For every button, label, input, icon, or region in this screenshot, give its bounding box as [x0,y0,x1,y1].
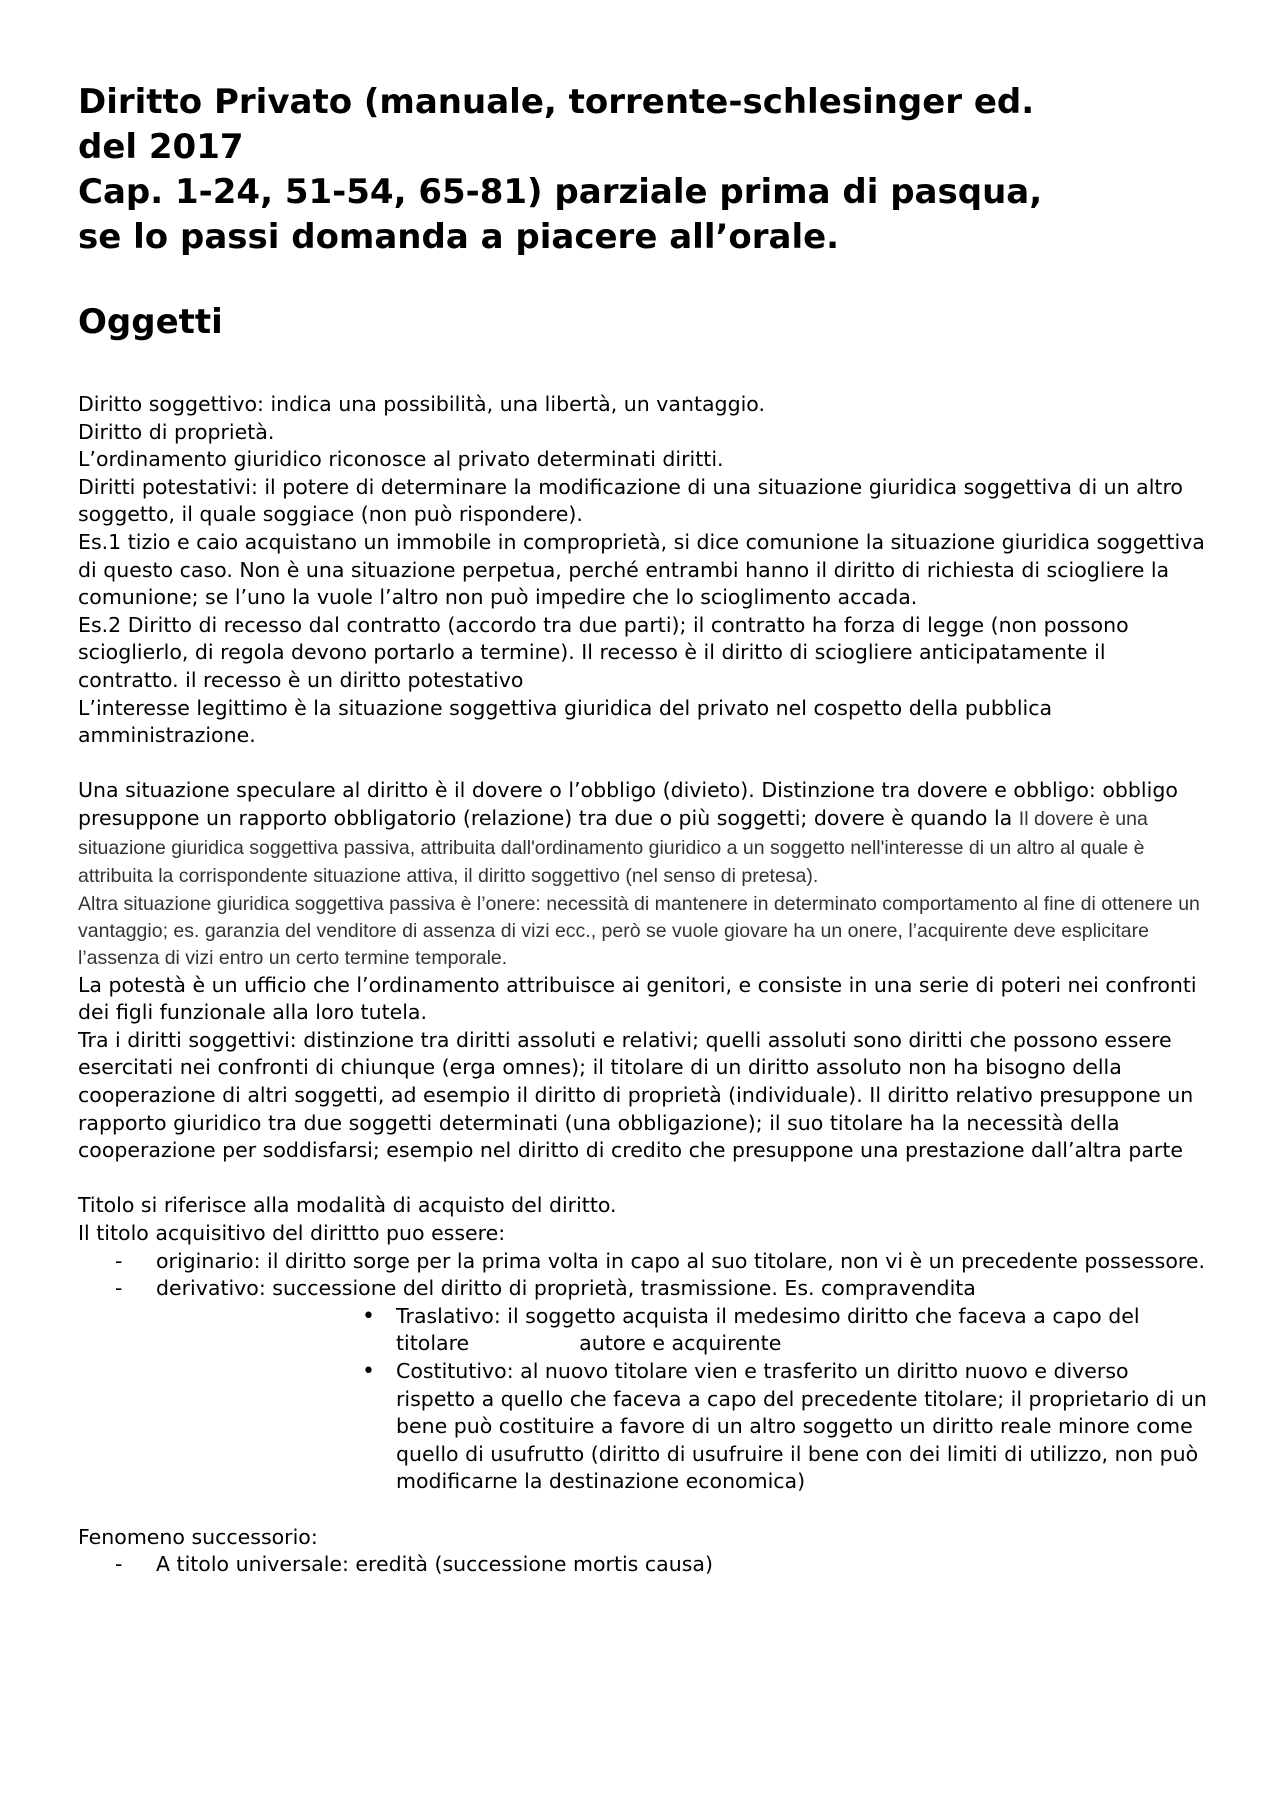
paragraph-onere: Altra situazione giuridica soggettiva passiva è l’onere: necessità di mantenere in determinato comportamento al fine di ottenere un vantaggio; es. garanzia del venditore di assenza di vizi ecc., però se vuole giovare ha un onere, l’acquirente deve esplicitare l’assenza di vizi entro un certo termine temporale. [78,892,1200,969]
paragraph: Diritto soggettivo: indica una possibilità, una libertà, un vantaggio. [78,392,765,416]
title-line: Cap. 1-24, 51-54, 65-81) parziale prima di pasqua, [78,172,1043,212]
paragraph-text: Una situazione speculare al diritto è il dovere o l’obbligo (divieto). Distinzione tra dovere e obbligo: obbligo presuppone un rapporto obbligatorio (relazione) tra due o più soggetti; dovere è quando la [78,778,1178,830]
paragraph: L’interesse legittimo è la situazione soggettiva giuridica del privato nel cospetto della pubblica amministrazione. [78,695,1053,748]
section-heading: Oggetti [78,302,223,342]
paragraph: Diritti potestativi: il potere di determinare la modificazione di una situazione giuridica soggettiva di un altro soggetto, il quale soggiace (non può rispondere). [78,474,1183,527]
list-item-costitutivo: • Costitutivo: al nuovo titolare vien e trasferito un diritto nuovo e diverso rispetto a quello che faceva a capo del precedente titolare; il proprietario di un bene può costituire a favore di un altro soggetto un diritto reale minore come quello di usufrutto (diritto di usufruire il bene con dei limiti di utilizzo, non può modificarne la destinazione economica) [396,1358,1208,1496]
title-line: se lo passi domanda a piacere all’orale. [78,217,840,257]
list-item: - derivativo: successione del diritto di proprietà, trasmissione. Es. compravendita [78,1275,1208,1303]
paragraph: L’ordinamento giuridico riconosce al privato determinati diritti. [78,447,724,472]
paragraph: Il titolo acquisitivo del dirittto puo essere: [78,1221,506,1246]
paragraph: Es.1 tizio e caio acquistano un immobile in comproprietà, si dice comunione la situazione giuridica soggettiva di questo caso. Non è una situazione perpetua, perché entrambi hanno il diritto di richiesta di sciogliere la comunione; se l’uno la vuole l’altro non può impedire che lo scioglimento accada. [78,529,1205,610]
paragraph: La potestà è un ufficio che l’ordinamento attribuisce ai genitori, e consiste in una serie di poteri nei confronti dei figli funzionale alla loro tutela. [78,972,1197,1025]
paragraph: Diritto di proprietà. [78,419,275,444]
paragraph: Es.2 Diritto di recesso dal contratto (accordo tra due parti); il contratto ha forza di legge (non possono scioglierlo, di regola devono portarlo a termine). Il recesso è il diritto di sciogliere anticipatamente il contratto. il recesso è un diritto potestativo [78,612,1129,692]
list-item-traslativo [396,1303,1208,1358]
title-line: Diritto Privato (manuale, torrente-schlesinger ed. [78,82,1035,122]
paragraph: Titolo si riferisce alla modalità di acquisto del diritto. [78,1193,617,1218]
succession-list [78,1551,1208,1579]
document-title [78,80,1208,260]
derivative-type-list [78,1303,1208,1496]
title-type-list [78,1248,1208,1303]
paragraph-heading: Fenomeno successorio: [78,1524,318,1549]
paragraph: Tra i diritti soggettivi: distinzione tra diritti assoluti e relativi; quelli assoluti sono diritti che possono essere esercitati nei confronti di chiunque (erga omnes); il titolare di un diritto assoluto non ha bisogno della cooperazione di altri soggetti, ad esempio il diritto di proprietà (individuale). Il diritto relativo presuppone un rapporto giuridico tra due soggetti determinati (una obbligazione); il suo titolare ha la necessità della cooperazione per soddisfarsi; esempio nel diritto di credito che presuppone una prestazione dall’altra parte [78,1027,1194,1163]
pasted-definition: Il dovere è una situazione giuridica soggettiva passiva, attribuita dall'ordinamento giuridico a un soggetto nell'interesse di un altro al quale è attribuita la corrispondente situazione attiva, il diritto soggettivo (nel senso di pretesa). [78,807,1148,888]
paragraph-dovere [78,777,1208,890]
document-page [78,80,1208,1579]
list-item: - originario: il diritto sorge per la prima volta in capo al suo titolare, non vi è un precedente possessore. [78,1248,1208,1276]
list-item-text: Traslativo: il soggetto acquista il medesimo diritto che faceva a capo del titolare [396,1303,1140,1356]
document-body [78,391,1208,1579]
list-item: - A titolo universale: eredità (successione mortis causa) [78,1551,1208,1579]
list-item-annotation: autore e acquirente [579,1331,782,1356]
title-line: del 2017 [78,127,244,167]
